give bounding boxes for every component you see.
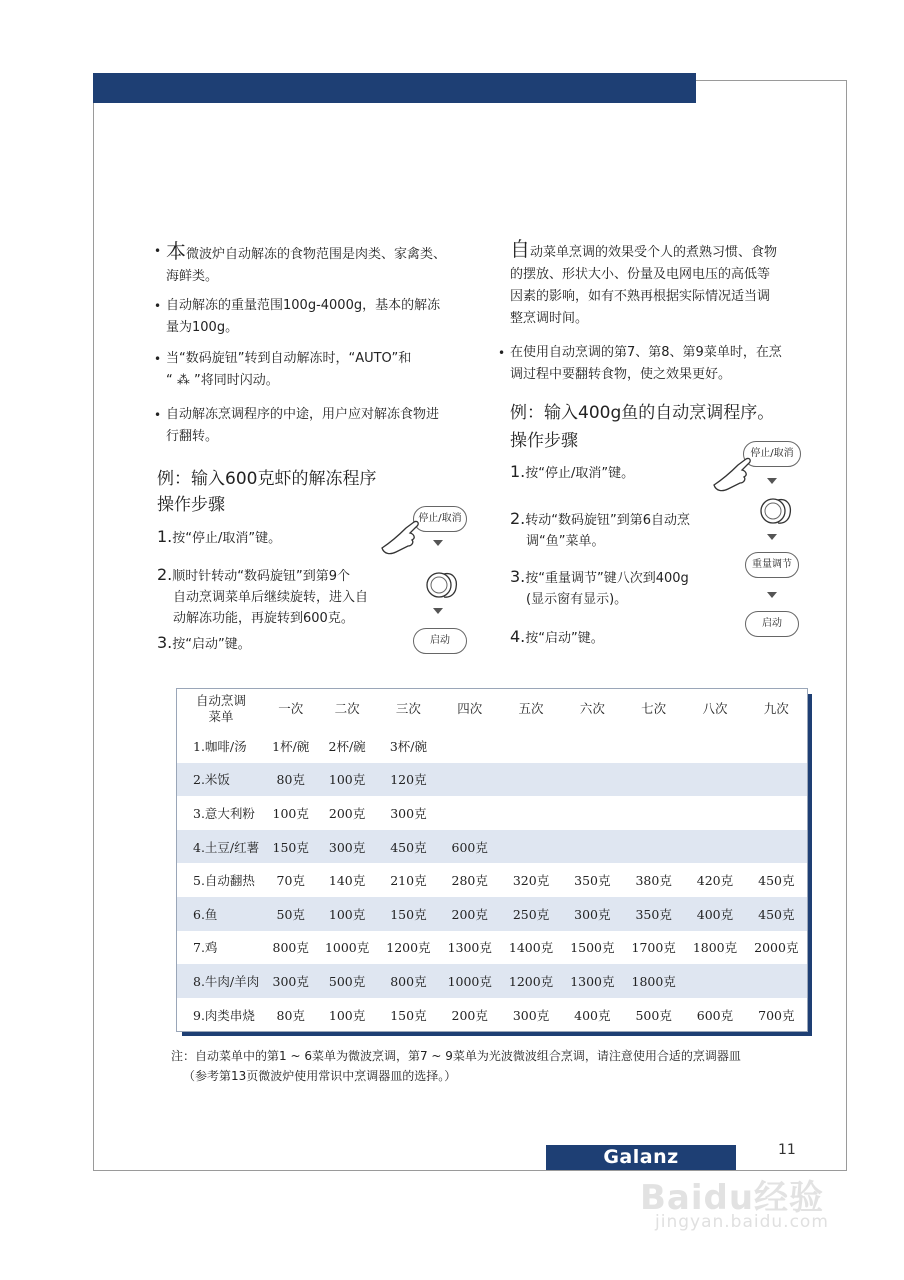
bullet-dot: •: [498, 346, 506, 360]
table-cell: [562, 763, 623, 797]
table-cell: [500, 763, 561, 797]
table-cell: 600克: [439, 830, 500, 864]
footnote-line-1: 注：自动菜单中的第1 ~ 6菜单为微波烹调，第7 ~ 9菜单为光波微波组合烹调，请注意使用合适的烹调器皿: [171, 1049, 741, 1063]
table-cell: [684, 830, 745, 864]
left-steps-title: 操作步骤: [157, 495, 225, 515]
table-cell: 300克: [562, 897, 623, 931]
menu-name-cell: 2.米饭: [177, 763, 265, 797]
table-cell: 1300克: [562, 964, 623, 998]
table-cell: 100克: [316, 763, 377, 797]
table-cell: 500克: [316, 964, 377, 998]
column-header: 八次: [702, 701, 728, 716]
menu-name-cell: 8.牛肉/羊肉: [177, 964, 265, 998]
step-number: 2.: [510, 509, 526, 528]
step-number: 3.: [510, 567, 526, 586]
right-intro: [510, 238, 810, 330]
table-cell: 100克: [316, 897, 377, 931]
menu-name-cell: 1.咖啡/汤: [193, 738, 247, 754]
table-cell: 600克: [696, 1007, 734, 1023]
table-cell: 1700克: [631, 940, 676, 956]
brand-logo: Galanz: [546, 1145, 736, 1170]
table-cell: [439, 763, 500, 797]
dial-knob-icon: [756, 494, 794, 528]
table-cell: 700克: [758, 1007, 795, 1023]
table-cell: [623, 796, 684, 830]
table-cell: 300克: [316, 830, 377, 864]
header-line: 自动烹调: [195, 693, 246, 708]
table-cell: [439, 796, 500, 830]
table-cell: 1500克: [570, 940, 615, 956]
table-row: [177, 763, 807, 797]
left-step-2: [157, 564, 397, 629]
table-cell: [684, 729, 745, 763]
bullet-dot: •: [154, 244, 162, 258]
table-cell: 2000克: [754, 940, 799, 956]
menu-name-cell: 5.自动翻热: [193, 873, 255, 889]
table-cell: 200克: [328, 805, 366, 821]
left-example-title: 例：输入600克虾的解冻程序: [157, 469, 377, 489]
table-cell: 800克: [378, 964, 439, 998]
table-cell: 350克: [623, 897, 684, 931]
left-bullet-4: [154, 404, 486, 448]
table-cell: 80克: [265, 763, 316, 797]
table-cell: 450克: [378, 830, 439, 864]
table-cell: 1400克: [508, 940, 554, 956]
table-cell: 1800克: [623, 964, 684, 998]
table-cell: 70克: [276, 873, 305, 889]
table-cell: 450克: [758, 873, 795, 889]
step-text: 按“启动”键。: [525, 631, 604, 646]
step-text: 顺时针转动“数码旋钮”到第9个: [172, 569, 351, 584]
step-number: 1.: [157, 527, 173, 546]
table-cell: 140克: [328, 873, 366, 889]
arrow-down-icon: [767, 534, 777, 540]
bullet-text: 自动解冻烹调程序的中途，用户应对解冻食物进: [166, 407, 440, 422]
table-cell: [562, 830, 623, 864]
table-cell: [500, 729, 561, 763]
table-cell: 500克: [635, 1007, 672, 1023]
arrow-down-icon: [433, 608, 443, 614]
step-text: 自动烹调菜单后继续旋转，进入自: [173, 590, 369, 605]
lead-char: 自: [510, 237, 530, 261]
table-cell: 3杯/碗: [389, 738, 427, 754]
column-header: 六次: [579, 701, 605, 716]
step-text: 调“鱼”菜单。: [526, 534, 605, 549]
table-cell: [500, 830, 561, 864]
bullet-text: 海鲜类。: [166, 269, 219, 284]
step-number: 2.: [157, 565, 173, 584]
left-bullet-1: [154, 239, 486, 288]
page-frame-right: [846, 80, 847, 1170]
bullet-text: 在使用自动烹调的第7、第8、第9菜单时，在烹: [510, 345, 782, 360]
page-frame-left: [93, 80, 94, 1170]
start-button[interactable]: 启动: [745, 611, 799, 637]
auto-menu-grid: [177, 689, 807, 1031]
step-text: (显示窗有显示)。: [526, 592, 628, 607]
step-text: 动解冻功能，再旋转到600克。: [173, 611, 354, 626]
table-cell: 1200克: [386, 940, 431, 956]
table-row: [177, 729, 807, 763]
column-header: 五次: [518, 701, 544, 716]
menu-name-cell: 6.鱼: [177, 897, 265, 931]
table-cell: 150克: [390, 1007, 427, 1023]
column-header: 一次: [278, 701, 304, 716]
table-cell: 1000克: [439, 964, 500, 998]
step-number: 3.: [157, 633, 173, 652]
stop-cancel-button[interactable]: 停止/取消: [413, 506, 467, 532]
table-cell: [746, 964, 807, 998]
table-cell: [746, 763, 807, 797]
table-cell: 1300克: [447, 940, 492, 956]
table-cell: 80克: [276, 1007, 305, 1023]
baidu-watermark-logo: Baidu经验: [640, 1178, 825, 1218]
step-number: 1.: [510, 462, 526, 481]
pressing-hand-icon: [710, 455, 754, 493]
column-header: 二次: [334, 701, 360, 716]
table-cell: 200克: [451, 1007, 488, 1023]
table-cell: 2杯/碗: [328, 738, 366, 754]
table-cell: 100克: [272, 805, 309, 821]
table-header-row: [177, 689, 807, 729]
table-cell: 250克: [500, 897, 561, 931]
table-body: [177, 729, 807, 1031]
table-cell: [623, 763, 684, 797]
table-cell: 150克: [265, 830, 316, 864]
table-row: [177, 863, 807, 897]
left-step-3: [157, 632, 251, 655]
table-cell: 210克: [390, 873, 427, 889]
right-steps-title: 操作步骤: [510, 431, 578, 451]
table-cell: [623, 830, 684, 864]
menu-name-cell: 3.意大利粉: [193, 805, 255, 821]
step-text: 按“重量调节”键八次到400g: [525, 571, 689, 586]
menu-name-cell: 9.肉类串烧: [193, 1007, 255, 1023]
table-cell: [684, 796, 745, 830]
lead-char: 本: [166, 239, 186, 263]
table-cell: 50克: [265, 897, 316, 931]
table-cell: 350克: [574, 873, 611, 889]
table-cell: 120克: [378, 763, 439, 797]
step-text: 按“停止/取消”键。: [525, 466, 635, 481]
table-cell: 300克: [265, 964, 316, 998]
step-text: 转动“数码旋钮”到第6自动烹: [525, 513, 691, 528]
menu-name-cell: 7.鸡: [193, 940, 218, 956]
step-number: 4.: [510, 627, 526, 646]
intro-text: 整烹调时间。: [510, 311, 589, 326]
table-cell: 1000克: [324, 940, 370, 956]
bullet-dot: •: [154, 408, 162, 422]
table-cell: [684, 964, 745, 998]
table-cell: 100克: [328, 1007, 366, 1023]
table-cell: [439, 729, 500, 763]
right-example-title: 例：输入400g鱼的自动烹调程序。: [510, 403, 775, 423]
column-header: 七次: [641, 701, 667, 716]
step-text: 按“启动”键。: [172, 637, 251, 652]
table-cell: 380克: [635, 873, 672, 889]
right-step-4: [510, 626, 604, 649]
table-cell: [684, 763, 745, 797]
left-bullet-3: [154, 348, 486, 392]
right-step-3: [510, 566, 740, 610]
column-header: 三次: [395, 701, 421, 716]
bullet-dot: •: [154, 352, 162, 366]
start-button[interactable]: 启动: [413, 628, 467, 654]
left-bullet-2: [154, 295, 486, 339]
table-cell: 800克: [272, 940, 309, 956]
table-cell: 420克: [696, 873, 734, 889]
table-row: [177, 796, 807, 830]
intro-text: 因素的影响，如有不熟再根据实际情况适当调: [510, 289, 771, 304]
header-color-bar: [93, 73, 696, 103]
table-cell: 400克: [684, 897, 745, 931]
menu-column-header: [177, 689, 265, 729]
bullet-text: 微波炉自动解冻的食物范围是肉类、家禽类、: [186, 247, 447, 262]
intro-text: 的摆放、形状大小、份量及电网电压的高低等: [510, 267, 771, 282]
bullet-text: 自动解冻的重量范围100g-4000g，基本的解冻: [166, 298, 441, 313]
table-row: [177, 830, 807, 864]
table-cell: [746, 796, 807, 830]
bullet-text: 当“数码旋钮”转到自动解冻时，“AUTO”和: [166, 351, 412, 366]
bullet-text: “ ⁂ ”将同时闪动。: [166, 373, 279, 388]
table-cell: [500, 796, 561, 830]
table-cell: [562, 796, 623, 830]
dial-knob-icon: [422, 568, 460, 602]
arrow-down-icon: [767, 592, 777, 598]
table-cell: [746, 729, 807, 763]
table-row: [177, 964, 807, 998]
arrow-down-icon: [767, 478, 777, 484]
table-cell: 300克: [512, 1007, 550, 1023]
auto-menu-table: [176, 688, 808, 1032]
table-cell: 450克: [746, 897, 807, 931]
bullet-text: 行翻转。: [166, 429, 219, 444]
table-cell: 1200克: [500, 964, 561, 998]
left-step-1: [157, 526, 281, 549]
page-number: 11: [778, 1142, 796, 1158]
bullet-text: 量为100g。: [166, 320, 239, 335]
bullet-text: 调过程中要翻转食物，使之效果更好。: [510, 367, 732, 382]
arrow-down-icon: [433, 540, 443, 546]
footnote-line-2: （参考第13页微波炉使用常识中烹调器皿的选择。）: [183, 1069, 457, 1083]
pressing-hand-icon: [378, 518, 422, 556]
table-cell: 150克: [378, 897, 439, 931]
table-cell: 1杯/碗: [272, 738, 310, 754]
table-cell: 300克: [390, 805, 427, 821]
table-row: [177, 998, 807, 1032]
header-line: 菜单: [208, 709, 234, 724]
right-bullet: [498, 342, 810, 386]
bullet-dot: •: [154, 299, 162, 313]
table-cell: 400克: [574, 1007, 611, 1023]
step-text: 按“停止/取消”键。: [172, 531, 282, 546]
table-cell: [562, 729, 623, 763]
baidu-watermark-url: jingyan.baidu.com: [655, 1212, 829, 1232]
stop-cancel-button[interactable]: 停止/取消: [743, 441, 801, 467]
table-cell: [746, 830, 807, 864]
table-cell: 1800克: [692, 940, 738, 956]
intro-text: 动菜单烹调的效果受个人的煮熟习惯、食物: [530, 245, 778, 260]
right-step-2: [510, 508, 740, 552]
table-cell: 320克: [512, 873, 550, 889]
table-cell: [623, 729, 684, 763]
table-row: [177, 931, 807, 965]
table-row: [177, 897, 807, 931]
column-header: 九次: [763, 701, 789, 716]
table-cell: 280克: [451, 873, 488, 889]
right-step-1: [510, 461, 634, 484]
table-cell: 200克: [439, 897, 500, 931]
column-header: 四次: [457, 701, 483, 716]
menu-name-cell: 4.土豆/红薯: [177, 830, 265, 864]
weight-adjust-button[interactable]: 重量调节: [745, 552, 799, 578]
